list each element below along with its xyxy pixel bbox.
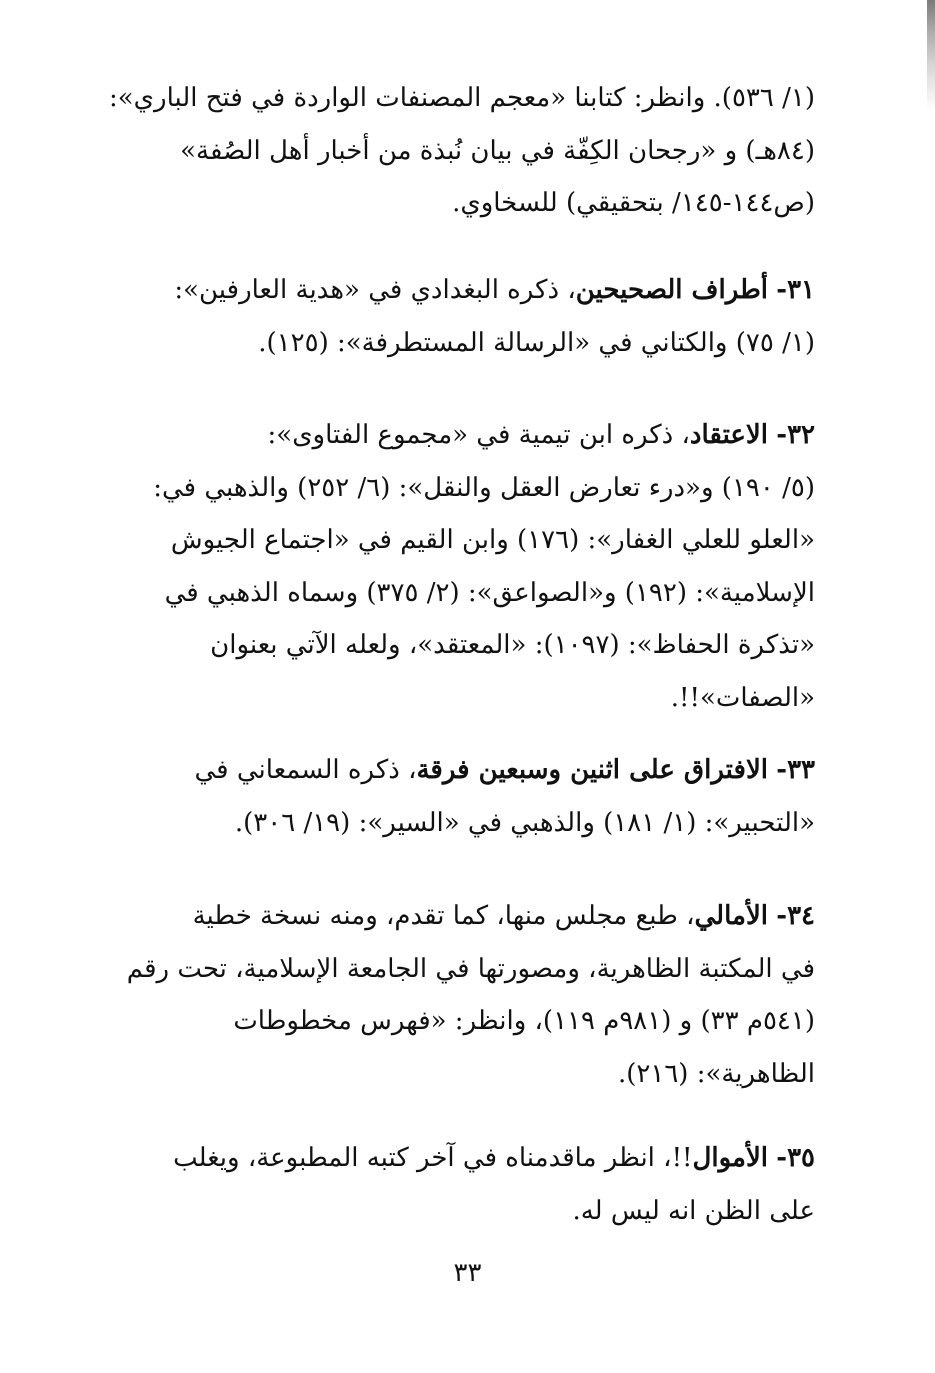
entry-first-line bbox=[90, 890, 815, 943]
entry-number: ٣٢- bbox=[776, 420, 815, 450]
entry-number: ٣٤- bbox=[776, 901, 815, 931]
page-number: ٣٣ bbox=[453, 1258, 482, 1288]
entry-text: ، ذكره السمعاني في bbox=[194, 755, 417, 785]
entry-first-line bbox=[90, 744, 815, 797]
entry-32 bbox=[90, 409, 815, 724]
entry-text: ، ذكره ابن تيمية في «مجموع الفتاوى»: bbox=[267, 420, 690, 450]
text-line: «التحبير»: (١/ ١٨١) والذهبي في «السير»: (١٩/ ٣٠٦). bbox=[234, 807, 815, 838]
text-line: (٥/ ١٩٠) و«درء تعارض العقل والنقل»: (٦/ ٢٥٢) والذهبي في: bbox=[153, 472, 815, 503]
entry-first-line bbox=[90, 409, 815, 462]
entry-title: الاعتقاد bbox=[689, 420, 768, 450]
entry-number: ٣٥- bbox=[776, 1143, 815, 1173]
entry-title: الافتراق على اثنين وسبعين فرقة bbox=[416, 755, 768, 785]
entry-first-line bbox=[90, 1132, 815, 1185]
entry-title: الأموال bbox=[692, 1143, 768, 1173]
text-line: في المكتبة الظاهرية، ومصورتها في الجامعة الإسلامية، تحت رقم bbox=[126, 953, 815, 984]
text-line: (١/ ٧٥) والكتاني في «الرسالة المستطرفة»: (١٢٥). bbox=[258, 327, 815, 358]
entry-34 bbox=[90, 890, 815, 1100]
entry-35 bbox=[90, 1132, 815, 1237]
text-line: الإسلامية»: (١٩٢) و«الصواعق»: (٢/ ٣٧٥) وسماه الذهبي في bbox=[164, 577, 815, 608]
text-line: الظاهرية»: (٢١٦). bbox=[617, 1058, 815, 1089]
text-line: «تذكرة الحفاظ»: (١٠٩٧): «المعتقد»، ولعله الآتي بعنوان bbox=[210, 630, 815, 660]
continuation-paragraph bbox=[90, 72, 815, 230]
text-line: (١/ ٥٣٦). وانظر: كتابنا «معجم المصنفات الواردة في فتح الباري»: bbox=[109, 83, 815, 113]
text-line: «العلو للعلي الغفار»: (١٧٦) وابن القيم في «اجتماع الجيوش bbox=[170, 525, 815, 555]
entry-first-line bbox=[90, 264, 815, 317]
entry-text: ، طبع مجلس منها، كما تقدم، ومنه نسخة خطية bbox=[192, 901, 695, 931]
entry-number: ٣١- bbox=[776, 275, 815, 305]
entry-title: الأمالي bbox=[694, 901, 768, 931]
entry-title: أطراف الصحيحين bbox=[575, 275, 768, 305]
text-line: (٨٤هـ) و «رجحان الكِفّة في بيان نُبذة من أخبار أهل الصُفة» bbox=[180, 135, 815, 166]
entry-text: ، ذكره البغدادي في «هدية العارفين»: bbox=[174, 275, 576, 305]
entry-33 bbox=[90, 744, 815, 849]
text-line: (ص١٤٤-١٤٥/ بتحقيقي) للسخاوي. bbox=[452, 188, 815, 218]
text-line: «الصفات»!!. bbox=[670, 682, 815, 713]
text-line: (٥٤١م ٣٣) و (٩٨١م ١١٩)، وانظر: «فهرس مخطوطات bbox=[233, 1006, 815, 1036]
entry-number: ٣٣- bbox=[776, 755, 815, 785]
text-line: على الظن انه ليس له. bbox=[572, 1195, 815, 1226]
scan-edge-shadow bbox=[927, 0, 935, 110]
entry-31 bbox=[90, 264, 815, 369]
entry-text: !!، انظر ماقدمناه في آخر كتبه المطبوعة، ويغلب bbox=[173, 1143, 693, 1173]
